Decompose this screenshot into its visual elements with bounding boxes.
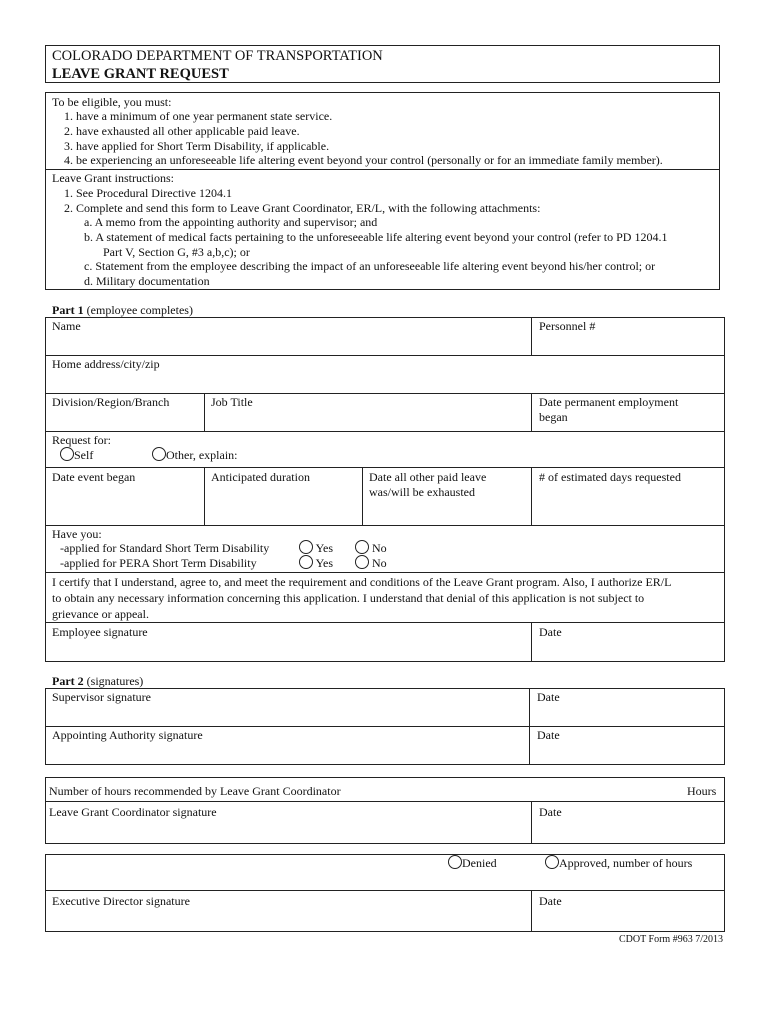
no-label: No xyxy=(372,541,387,555)
hours-field[interactable]: Hours xyxy=(687,784,717,798)
date-event-began-field[interactable]: Date event began xyxy=(52,470,136,484)
col-divider xyxy=(531,317,532,355)
estimated-days-field[interactable]: # of estimated days requested xyxy=(539,470,681,484)
coordinator-signature-field[interactable]: Leave Grant Coordinator signature xyxy=(49,805,217,819)
col-divider xyxy=(529,688,530,765)
job-title-field[interactable]: Job Title xyxy=(211,395,253,409)
col-divider xyxy=(531,622,532,662)
eligibility-intro: To be eligible, you must: xyxy=(52,95,172,109)
instructions-item: 1. See Procedural Directive 1204.1 xyxy=(64,186,232,200)
instructions-item: 2. Complete and send this form to Leave Grant Coordinator, ER/L, with the following attachments: xyxy=(64,201,541,215)
yes-label: Yes xyxy=(315,556,334,570)
date-paid-label-line2: was/will be exhausted xyxy=(369,485,475,499)
supervisor-signature-field[interactable]: Supervisor signature xyxy=(52,690,151,704)
pera-no-radio[interactable] xyxy=(355,555,369,569)
std-yes-option[interactable] xyxy=(299,540,333,556)
anticipated-duration-field[interactable]: Anticipated duration xyxy=(211,470,310,484)
date-paid-leave-exhausted-field[interactable] xyxy=(369,470,486,500)
other-radio[interactable] xyxy=(152,447,166,461)
instructions-sub-item: Part V, Section G, #3 a,b,c); or xyxy=(103,245,250,259)
col-divider xyxy=(204,467,205,525)
denied-label: Denied xyxy=(462,856,497,870)
part1-heading xyxy=(52,303,193,318)
col-divider xyxy=(531,393,532,431)
request-for-label: Request for: xyxy=(52,433,111,447)
employee-date-field[interactable]: Date xyxy=(539,625,562,639)
supervisor-date-field[interactable]: Date xyxy=(537,690,560,704)
executive-director-date-field[interactable]: Date xyxy=(539,894,562,908)
department-title: COLORADO DEPARTMENT OF TRANSPORTATION xyxy=(52,48,383,64)
instructions-intro: Leave Grant instructions: xyxy=(52,171,174,185)
std-no-radio[interactable] xyxy=(355,540,369,554)
date-paid-label-line1: Date all other paid leave xyxy=(369,470,487,484)
denied-option[interactable] xyxy=(448,855,497,871)
row-divider xyxy=(45,393,725,394)
division-field[interactable]: Division/Region/Branch xyxy=(52,395,170,409)
no-label: No xyxy=(372,556,387,570)
executive-director-signature-field[interactable]: Executive Director signature xyxy=(52,894,190,908)
row-divider xyxy=(45,801,725,802)
other-label: Other, explain: xyxy=(166,448,238,462)
self-radio[interactable] xyxy=(60,447,74,461)
divider xyxy=(45,169,720,170)
row-divider xyxy=(45,890,725,891)
approved-label: Approved, number of hours xyxy=(559,856,693,870)
col-divider xyxy=(204,393,205,431)
date-permanent-label-line2: began xyxy=(539,410,568,424)
part2-label: Part 2 xyxy=(52,674,84,688)
eligibility-item: 3. have applied for Short Term Disability, if applicable. xyxy=(64,139,330,153)
eligibility-item: 1. have a minimum of one year permanent state service. xyxy=(64,109,333,123)
date-permanent-label-line1: Date permanent employment xyxy=(539,395,679,409)
col-divider xyxy=(362,467,363,525)
instructions-sub-item: b. A statement of medical facts pertaining to the unforeseeable life altering event beyond your control (refer to PD 1204.1 xyxy=(84,230,668,244)
form-number: CDOT Form #963 7/2013 xyxy=(619,934,723,945)
self-option[interactable] xyxy=(60,447,93,463)
eligibility-item: 2. have exhausted all other applicable paid leave. xyxy=(64,124,300,138)
instructions-sub-item: d. Military documentation xyxy=(84,274,210,288)
coordinator-date-field[interactable]: Date xyxy=(539,805,562,819)
home-address-field[interactable]: Home address/city/zip xyxy=(52,357,160,371)
appointing-authority-signature-field[interactable]: Appointing Authority signature xyxy=(52,728,203,742)
form-title: LEAVE GRANT REQUEST xyxy=(52,66,229,82)
personnel-number-field[interactable]: Personnel # xyxy=(539,319,596,333)
certification-text xyxy=(52,574,671,622)
pera-yes-option[interactable] xyxy=(299,555,333,571)
hours-recommended-label: Number of hours recommended by Leave Grant Coordinator xyxy=(49,784,341,798)
pera-disability-label: -applied for PERA Short Term Disability xyxy=(60,556,257,570)
row-divider xyxy=(45,525,725,526)
yes-label: Yes xyxy=(315,541,334,555)
std-no-option[interactable] xyxy=(355,540,387,556)
part1-subtitle: (employee completes) xyxy=(83,303,193,317)
pera-no-option[interactable] xyxy=(355,555,387,571)
row-divider xyxy=(45,431,725,432)
employee-signature-field[interactable]: Employee signature xyxy=(52,625,148,639)
row-divider xyxy=(45,355,725,356)
self-label: Self xyxy=(74,448,94,462)
part1-label: Part 1 xyxy=(52,303,84,317)
eligibility-item: 4. be experiencing an unforeseeable life altering event beyond your control (personally or for an immediate family member). xyxy=(64,153,663,167)
row-divider xyxy=(45,572,725,573)
name-field[interactable]: Name xyxy=(52,319,81,333)
appointing-authority-date-field[interactable]: Date xyxy=(537,728,560,742)
approved-option[interactable] xyxy=(545,855,692,871)
part2-heading xyxy=(52,674,143,689)
denied-radio[interactable] xyxy=(448,855,462,869)
col-divider xyxy=(531,467,532,525)
std-yes-radio[interactable] xyxy=(299,540,313,554)
date-permanent-employment-field[interactable] xyxy=(539,395,678,425)
instructions-sub-item: c. Statement from the employee describing the impact of an unforeseeable life altering event beyond his/her control; or xyxy=(84,259,656,273)
certification-line: I certify that I understand, agree to, and meet the requirement and conditions of the Leave Grant program. Also, I authorize ER/L xyxy=(52,575,672,589)
certification-line: to obtain any necessary information concerning this application. I understand that denial of this application is not subject to xyxy=(52,591,645,605)
col-divider xyxy=(531,890,532,932)
row-divider xyxy=(45,622,725,623)
certification-line: grievance or appeal. xyxy=(52,607,149,621)
approved-radio[interactable] xyxy=(545,855,559,869)
instructions-sub-item: a. A memo from the appointing authority and supervisor; and xyxy=(84,215,378,229)
col-divider xyxy=(531,801,532,844)
have-you-label: Have you: xyxy=(52,527,102,541)
row-divider xyxy=(45,467,725,468)
part2-subtitle: (signatures) xyxy=(83,674,144,688)
row-divider xyxy=(45,726,725,727)
std-disability-label: -applied for Standard Short Term Disability xyxy=(60,541,270,555)
other-option[interactable] xyxy=(152,447,238,463)
pera-yes-radio[interactable] xyxy=(299,555,313,569)
